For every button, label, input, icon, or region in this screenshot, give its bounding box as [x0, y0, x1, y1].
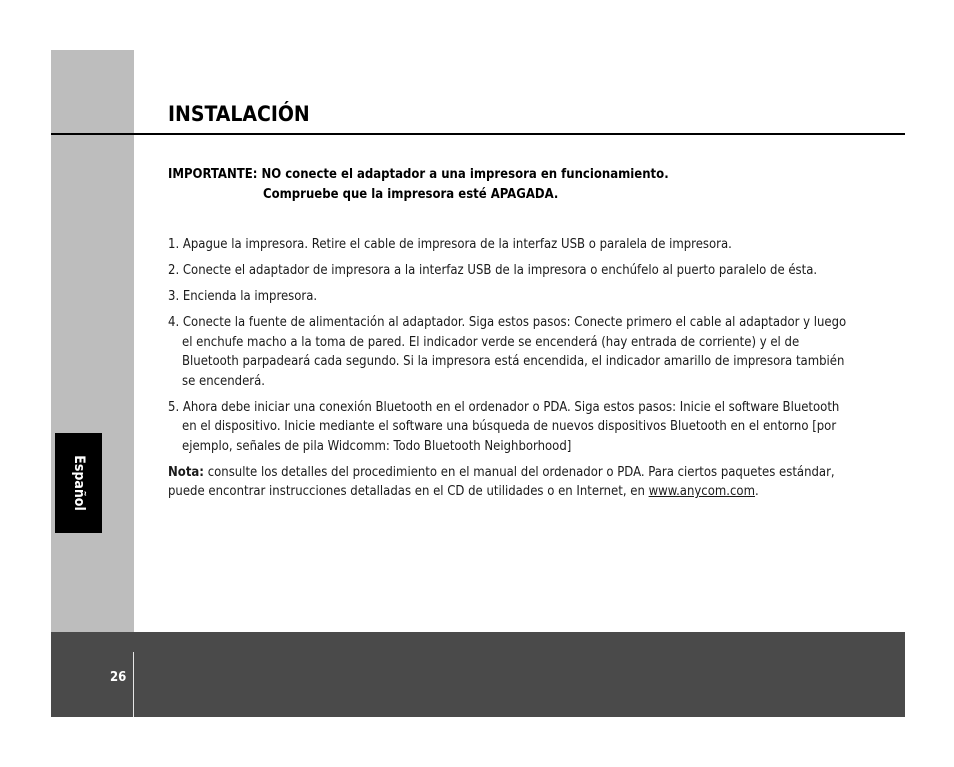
step-item: 1. Apague la impresora. Retire el cable de impresora de la interfaz USB o paralela de impresora.	[168, 237, 732, 252]
important-line-1: IMPORTANTE: NO conecte el adaptador a una impresora en funcionamiento.	[168, 167, 669, 182]
note-label: Nota:	[168, 464, 204, 480]
important-line-2: Compruebe que la impresora esté APAGADA.	[263, 187, 559, 202]
note-text: consulte los detalles del procedimiento en el manual del ordenador o PDA. Para ciertos paquetes estándar, puede encontrar instrucciones detalladas en el CD de utilidades o en Internet, en	[168, 464, 835, 499]
page-number: 26	[110, 670, 127, 685]
step-item: 2. Conecte el adaptador de impresora a la interfaz USB de la impresora o enchúfelo al puerto paralelo de ésta.	[168, 263, 818, 278]
step-item: 5. Ahora debe iniciar una conexión Bluetooth en el ordenador o PDA. Siga estos pasos: Inicie el software Bluetooth en el dispositivo. Inicie mediante el software una búsqueda de nuevos dispositivos Bluetooth en el entorno [por ejemplo, señales de pila Widcomm: Todo Bluetooth Neighborhood]	[168, 399, 840, 454]
note-end: .	[754, 484, 759, 499]
step-item: 4. Conecte la fuente de alimentación al adaptador. Siga estos pasos: Conecte primero el cable al adaptador y luego el enchufe macho a la toma de pared. El indicador verde se encenderá (hay entrada de corriente) y el de Bluetooth parpadeará cada segundo. Si la impresora está encendida, el indicador amarillo de impresora también se encenderá.	[168, 315, 847, 389]
language-tab	[55, 433, 102, 533]
sidebar	[51, 50, 134, 632]
page-title: INSTALACIÓN	[168, 102, 310, 126]
footer-bar	[51, 632, 905, 717]
note-paragraph	[168, 463, 848, 502]
footer-divider	[133, 652, 134, 717]
language-tab-label: Español	[70, 455, 87, 511]
important-notice	[168, 165, 669, 205]
anycom-link[interactable]: www.anycom.com	[648, 484, 755, 499]
installation-steps	[168, 235, 848, 502]
step-item: 3. Encienda la impresora.	[168, 289, 318, 304]
title-rule	[51, 133, 905, 135]
